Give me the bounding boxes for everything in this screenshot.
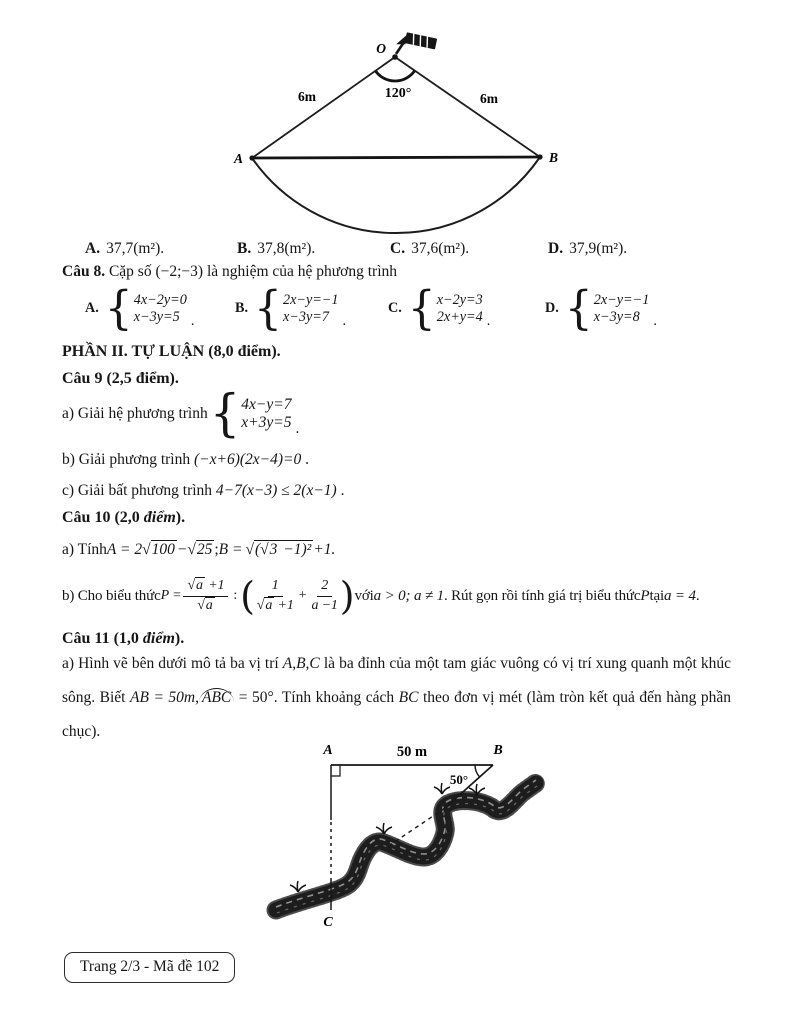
denominator: a −1 [311,597,338,613]
label-6m-left: 6m [298,89,316,104]
equation-1: 4x−y=7 [241,396,292,413]
q8-option-b [235,281,347,336]
q9-part-b [62,451,309,469]
q9a-text: a) Giải hệ phương trình [62,405,208,422]
q7-option-b [237,240,315,258]
angle-arc-50 [475,765,480,777]
option-value: 37,7(m²). [106,240,165,257]
sqrt-symbol: √ [187,541,196,558]
q8-label: Câu 8. [62,263,106,280]
option-value: 37,6(m²). [411,240,470,257]
equation-2: x−3y=7 [283,308,329,325]
open-paren: ( [240,573,255,618]
radicand: a [205,597,213,613]
equation-2: 2x+y=4 [436,308,483,325]
equation-2: x+3y=5 [241,414,292,431]
brace: { [407,281,436,336]
label-c: C [323,915,333,930]
right-angle-mark [331,765,340,776]
q7-option-c [390,240,469,258]
river [276,780,537,913]
q10a-text: a) Tính [62,541,107,558]
label-a: A [233,151,243,166]
p-var: P [640,587,650,604]
part2-heading: PHẦN II. TỰ LUẬN (8,0 điểm). [62,343,281,360]
option-key: D. [545,300,559,317]
numerator [183,578,228,597]
plus: + [298,588,307,603]
camera-icon [396,31,437,54]
q9b-math: (−x+6)(2x−4)=0 [193,451,302,468]
q10a-expr-b: B = [218,541,243,558]
radicand: 100 [151,541,175,558]
q7-option-d [548,240,627,258]
fraction-3 [311,578,337,615]
period: . [342,312,347,329]
q10a-expr: A = 2 [106,541,143,558]
period: . [653,312,657,329]
paren: ( [254,541,261,558]
q11-text-1: a) Hình vẽ bên dưới mô tả ba vị trí [62,655,283,672]
radicand: 3 [269,541,278,558]
numerator: 2 [317,578,332,597]
equation-2: x−3y=5 [133,308,180,325]
label-o: O [376,41,386,56]
option-key: A. [85,300,99,317]
equation-1: 2x−y=−1 [283,291,339,308]
option-key: C. [390,240,406,257]
sqrt-symbol: √ [187,577,195,593]
equation-1: 2x−y=−1 [593,291,650,308]
brace: { [104,281,133,336]
label-120: 120° [384,86,412,101]
q9-heading: Câu 9 (2,5 điểm). [62,370,179,387]
q10b-tai: tại [649,587,664,604]
q11-heading-pre: Câu 11 (1,0 [62,630,143,647]
p-equals: P = [160,588,182,603]
q9-part-c [62,482,344,500]
radicand: 25 [196,541,213,558]
q11-bc: BC [398,689,419,706]
sector-arc [252,157,540,233]
q8-title [62,263,397,281]
q8-text1: Cặp số [105,263,156,280]
expr-tail: +1 [274,597,294,613]
q7-options-row [62,240,752,264]
expr-tail: −1)² [279,541,312,558]
sqrt-symbol: √ [142,541,151,558]
q10-part-a [62,534,335,566]
q11-text-3: = 50°. Tính khoảng cách [234,689,399,706]
equation-2: x−3y=8 [593,308,640,325]
q10-heading-italic: điểm [143,509,176,526]
q9b-text: b) Giải phương trình [62,451,194,468]
river-triangle-figure [262,738,547,933]
option-key: D. [548,240,564,257]
q11-heading [62,630,184,648]
sector-side-ob [395,57,540,157]
denominator [197,597,214,615]
label-6m-right: 6m [480,91,498,106]
period: . [695,587,700,604]
fraction-1 [183,578,228,615]
close-paren: ) [339,573,355,618]
label-50deg: 50° [449,772,469,787]
q10-part-b [62,571,699,621]
q10b-text: b) Cho biểu thức [62,587,161,604]
q8-text2: là nghiệm của hệ phương trình [203,263,398,280]
point-o [392,54,398,60]
radicand: a [265,597,273,613]
label-50m: 50 m [396,744,428,760]
q8-options-row [0,281,792,342]
q10b-suffix: . Rút gọn rồi tính giá trị biểu thức [443,587,641,604]
q10-heading-pre: Câu 10 (2,0 [62,509,144,526]
q11-heading-italic: điểm [142,630,175,647]
q10b-mid: với [354,587,374,604]
brace: { [209,383,241,443]
label-b: B [493,743,503,758]
option-key: A. [85,240,101,257]
period: . [295,420,300,437]
footer-box: Trang 2/3 - Mã đề 102 [64,952,235,983]
q10a-end: +1. [313,541,336,558]
expr-tail: +1 [204,577,225,593]
equation-1: x−2y=3 [436,291,483,308]
point-b [537,154,542,159]
brace: { [564,281,593,336]
q11-angle-abc-hat: ABC [199,688,234,706]
brace: { [254,281,283,336]
angle-arc-120 [375,71,414,81]
sqrt-symbol: √ [197,597,205,613]
q10-heading [62,509,185,527]
sqrt-symbol: √ [245,541,254,558]
radicand-group [254,540,313,558]
q11-heading-suffix: ). [174,630,185,647]
label-a: A [323,743,333,758]
option-key: C. [388,300,402,317]
fraction-2 [257,578,294,615]
q9c-math: 4−7(x−3) ≤ 2(x−1) [215,482,337,499]
option-key: B. [237,240,252,257]
option-key: B. [235,300,249,317]
q9-part-a [62,383,300,443]
sqrt-symbol: √ [256,597,265,613]
equation-1: 4x−2y=0 [133,291,187,308]
q9b-suffix: . [301,451,309,468]
q10-heading-suffix: ). [175,509,186,526]
sqrt-symbol: √ [260,541,269,558]
q8-option-c [388,281,491,336]
colon: : [233,588,238,603]
period: . [190,312,195,329]
page-footer [64,952,235,983]
q8-option-a [85,281,195,336]
point-a [249,155,254,160]
q7-option-a [85,240,164,258]
camera-sector-figure [205,25,565,240]
period: . [486,312,491,329]
numerator: 1 [268,578,283,597]
a-equals-4: a = 4 [663,587,696,604]
q11-points-abc: A,B,C [282,655,320,672]
q11-paragraph [62,647,731,749]
sector-side-oa [252,57,395,158]
minus: − [176,541,188,558]
q11-text-4: theo đơn vị mét (làm tròn kết quả đến hàng phần chục). [62,689,731,740]
radicand: a [195,577,203,593]
option-value: 37,8(m²). [257,240,316,257]
q10b-condition: a > 0; a ≠ 1 [373,587,444,604]
q11-text-2: là ba đỉnh của một tam giác vuông có vị trí xung quanh một khúc sông. Biết [62,655,731,706]
q9c-suffix: . [336,482,345,499]
q9c-text: c) Giải bất phương trình [62,482,216,499]
q11-ab-50m: AB = 50m, [130,689,199,706]
semicolon: ; [214,541,219,558]
label-b: B [549,150,559,165]
q8-pair: (−2;−3) [155,263,204,280]
denominator [257,597,294,615]
chord-ab [252,157,540,158]
q8-option-d [545,281,657,336]
option-value: 37,9(m²). [569,240,628,257]
